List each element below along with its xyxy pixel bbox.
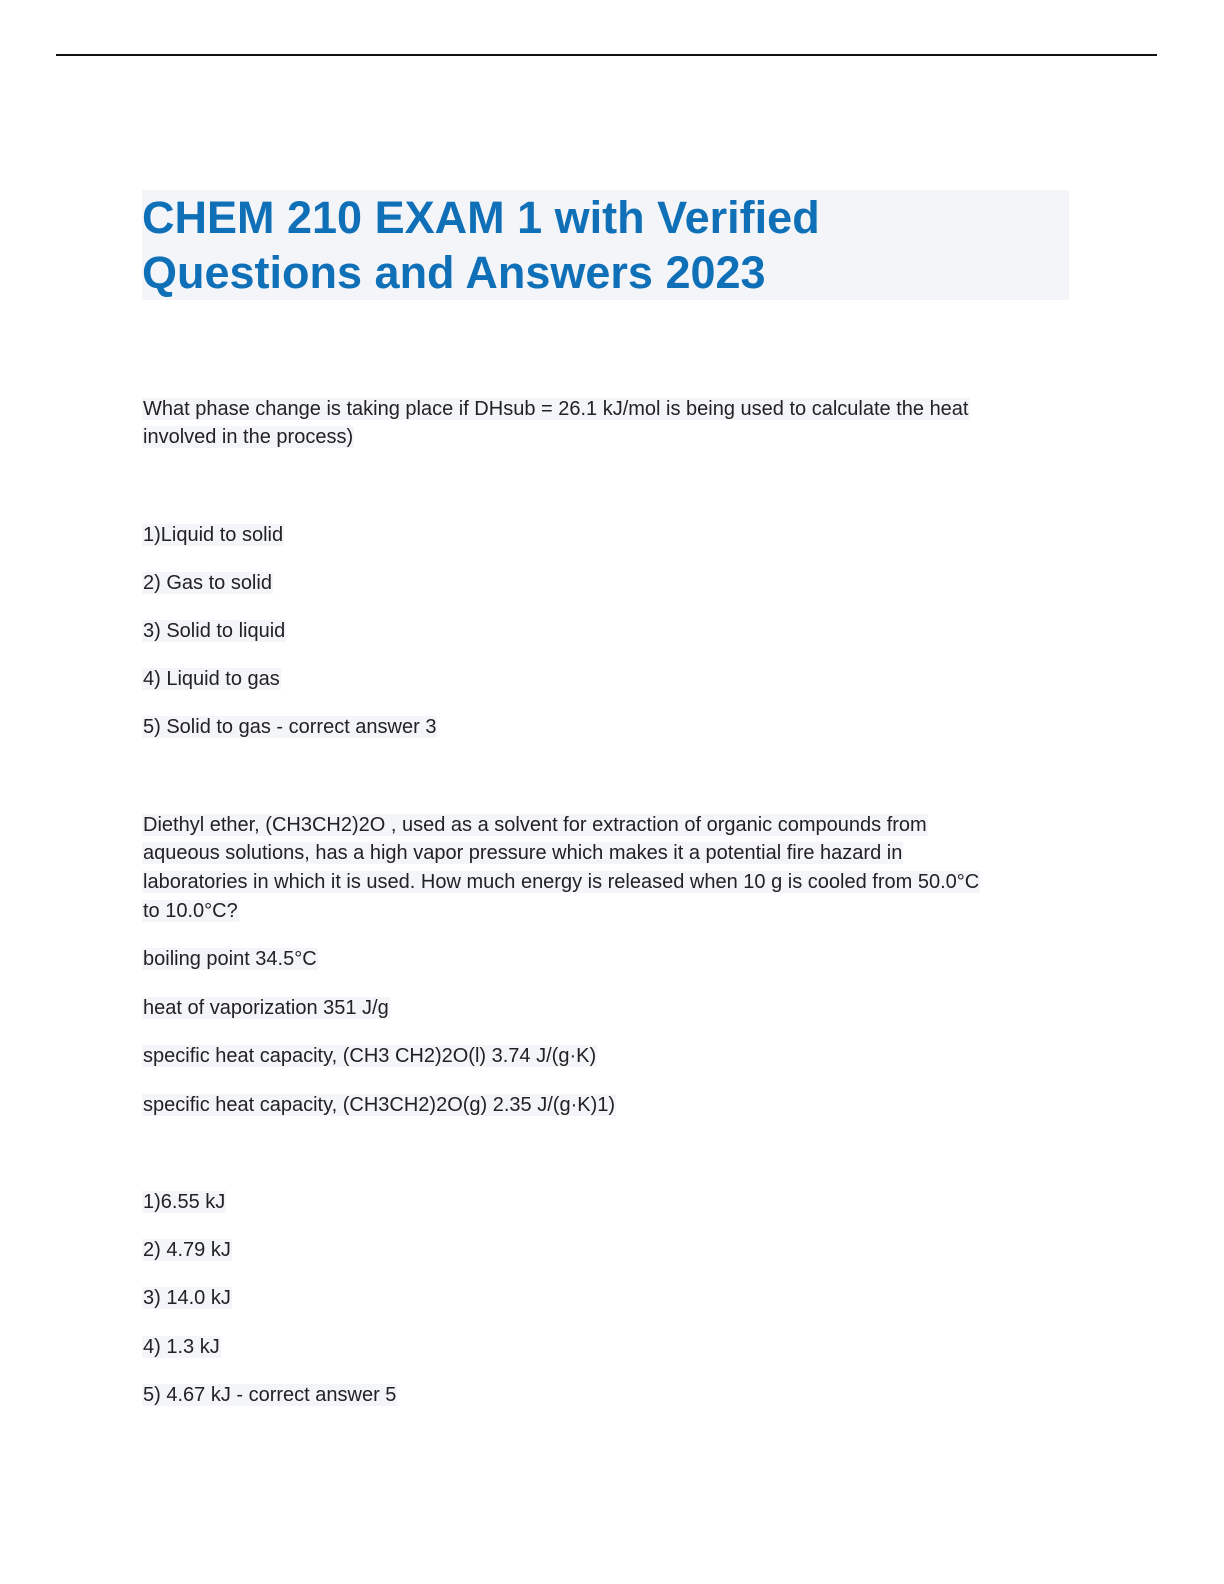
q2-data-specific-heat-liquid: specific heat capacity, (CH3 CH2)2O(l) 3.74 J/(g·K) <box>143 1045 597 1067</box>
q2-stem-line-3: laboratories in which it is used. How much energy is released when 10 g is cooled from 50.0°C <box>143 871 980 893</box>
q2-stem-line-1: Diethyl ether, (CH3CH2)2O , used as a solvent for extraction of organic compounds from <box>143 814 927 836</box>
title-line-2: Questions and Answers 2023 <box>142 247 766 298</box>
q1-option-4: 4) Liquid to gas <box>143 668 280 690</box>
q2-option-2: 2) 4.79 kJ <box>143 1239 231 1261</box>
title-line-1: CHEM 210 EXAM 1 with Verified <box>142 192 820 243</box>
q2-stem-line-4: to 10.0°C? <box>143 900 238 922</box>
q2-option-4: 4) 1.3 kJ <box>143 1336 220 1358</box>
title-box <box>142 190 1069 300</box>
q1-option-5-answer: 5) Solid to gas - correct answer 3 <box>143 716 437 738</box>
q2-data-heat-of-vaporization: heat of vaporization 351 J/g <box>143 997 389 1019</box>
q1-option-1: 1)Liquid to solid <box>143 524 284 546</box>
q1-stem-line-1: What phase change is taking place if DHsub = 26.1 kJ/mol is being used to calculate the heat <box>143 398 969 420</box>
q2-stem-line-2: aqueous solutions, has a high vapor pressure which makes it a potential fire hazard in <box>143 842 903 864</box>
q2-option-5-answer: 5) 4.67 kJ - correct answer 5 <box>143 1384 397 1406</box>
page-title <box>142 190 1069 300</box>
q1-stem-line-2: involved in the process) <box>143 426 354 448</box>
q2-data-boiling-point: boiling point 34.5°C <box>143 948 317 970</box>
q1-option-2: 2) Gas to solid <box>143 572 272 594</box>
q2-option-3: 3) 14.0 kJ <box>143 1287 231 1309</box>
top-rule <box>56 54 1157 56</box>
q2-option-1: 1)6.55 kJ <box>143 1191 226 1213</box>
q2-data-specific-heat-gas: specific heat capacity, (CH3CH2)2O(g) 2.35 J/(g·K)1) <box>143 1094 616 1116</box>
q1-option-3: 3) Solid to liquid <box>143 620 286 642</box>
